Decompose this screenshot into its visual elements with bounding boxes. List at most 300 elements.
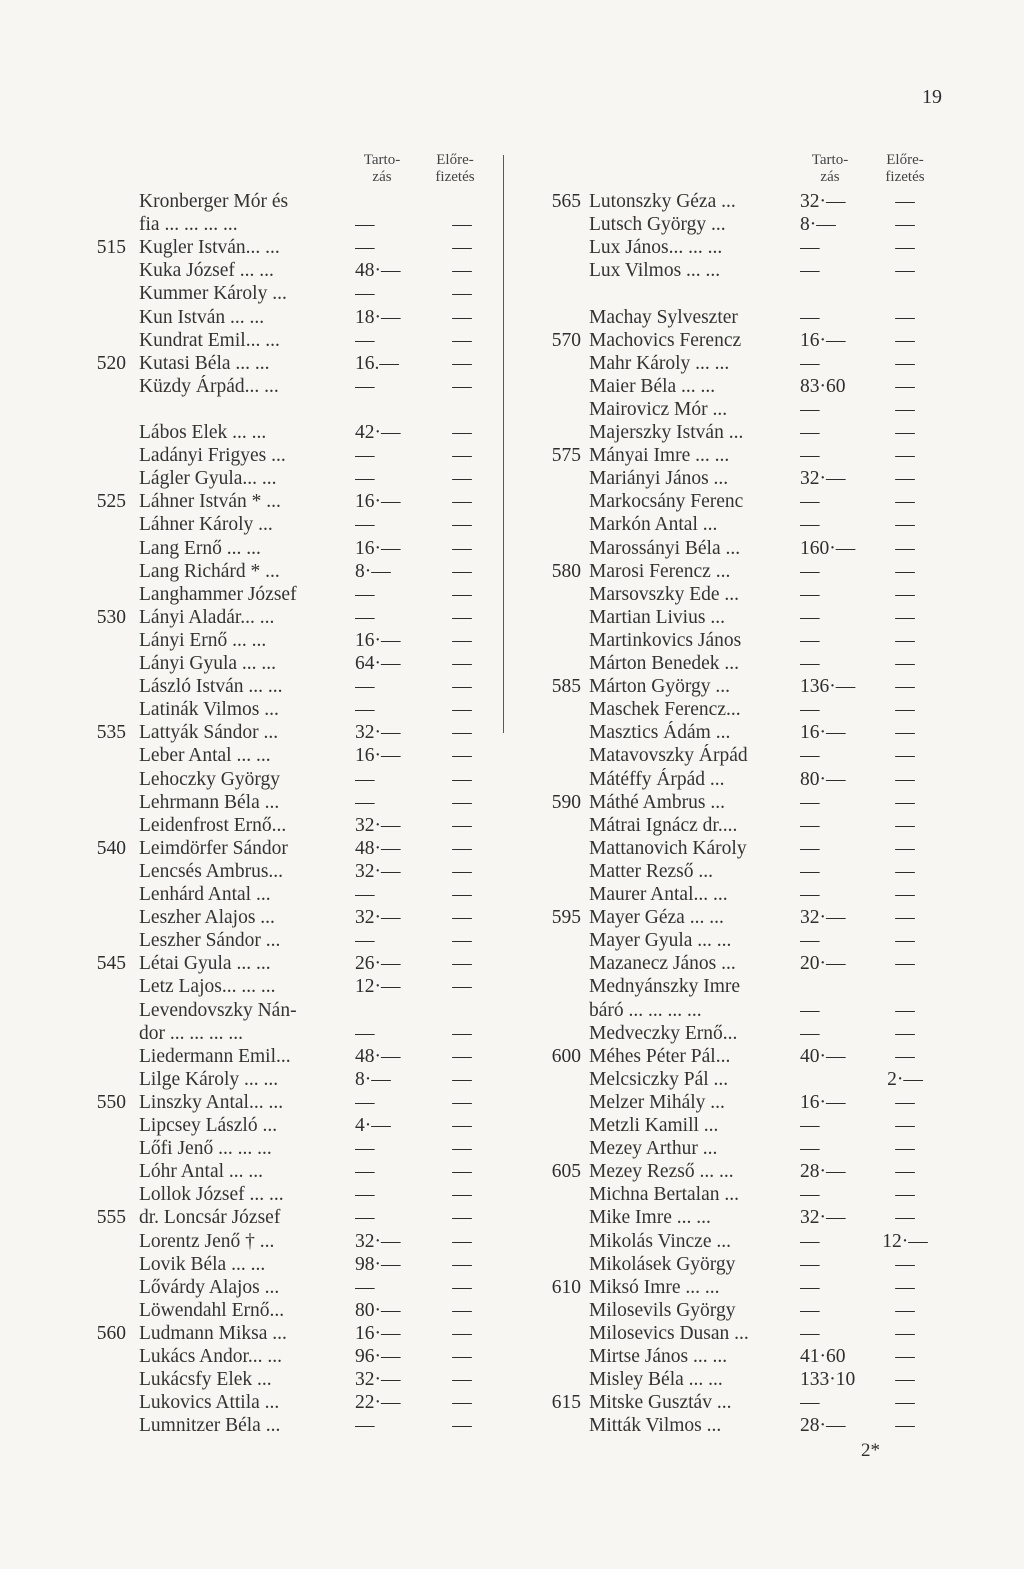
entry-name: Ludmann Miksa ... xyxy=(139,1322,287,1344)
list-item xyxy=(0,352,500,375)
entry-number: 610 xyxy=(551,1276,581,1298)
entry-elofizetes: — xyxy=(452,976,472,998)
entry-name: Mairovicz Mór ... xyxy=(589,398,728,420)
entry-elofizetes: — xyxy=(895,1392,915,1414)
entry-elofizetes: — xyxy=(895,999,915,1021)
entry-number: 550 xyxy=(96,1091,126,1113)
entry-elofizetes: — xyxy=(452,306,472,328)
entry-tartozas: 48·— xyxy=(355,837,401,859)
entry-name: Kuka József ... ... xyxy=(139,260,274,282)
entry-elofizetes: — xyxy=(452,1207,472,1229)
list-item xyxy=(0,1414,500,1437)
entry-elofizetes: — xyxy=(452,1161,472,1183)
entry-tartozas: — xyxy=(800,306,820,328)
list-item xyxy=(0,1206,500,1229)
entry-elofizetes: — xyxy=(895,629,915,651)
entry-name: Lipcsey László ... xyxy=(139,1115,278,1136)
entry-name: Leszher Alajos ... xyxy=(139,907,275,929)
entry-tartozas: 32·— xyxy=(800,468,846,490)
entry-tartozas: — xyxy=(800,514,820,536)
list-item xyxy=(0,1045,500,1068)
list-item xyxy=(500,306,1024,329)
entry-number: 580 xyxy=(551,560,581,582)
entry-name: Lang Richárd * ... xyxy=(139,560,280,582)
entry-tartozas: 16·— xyxy=(355,745,401,767)
entry-name: Leidenfrost Ernő... xyxy=(139,814,287,836)
entry-name: Matter Rezső ... xyxy=(589,860,714,882)
entry-elofizetes: — xyxy=(895,352,915,374)
entry-number: 600 xyxy=(551,1045,581,1067)
entry-name: Mezey Arthur ... xyxy=(589,1138,718,1160)
entry-tartozas: — xyxy=(800,837,820,859)
entry-tartozas: 32·— xyxy=(355,1369,401,1391)
entry-tartozas: 28·— xyxy=(800,1161,846,1183)
entry-elofizetes: — xyxy=(895,837,915,859)
list-item xyxy=(500,744,1024,767)
entry-tartozas: — xyxy=(800,791,820,813)
list-item xyxy=(0,513,500,536)
entry-name: Láhner Károly ... xyxy=(139,514,273,536)
list-item xyxy=(500,1322,1024,1345)
entry-tartozas: — xyxy=(355,445,375,467)
entry-name: fia ... ... ... ... xyxy=(139,214,238,236)
list-item xyxy=(0,999,500,1022)
entry-name: Márton Benedek ... xyxy=(589,653,740,674)
entry-tartozas: 133·10 xyxy=(800,1369,856,1391)
entry-name: Langhammer József xyxy=(139,583,297,605)
entry-name: Lővárdy Alajos ... xyxy=(139,1276,280,1298)
entry-tartozas: — xyxy=(355,699,375,721)
list-item xyxy=(0,814,500,837)
list-item xyxy=(0,282,500,305)
entry-name: Mattanovich Károly xyxy=(589,837,747,859)
entry-elofizetes: — xyxy=(452,930,472,952)
entry-tartozas: — xyxy=(800,699,820,721)
entry-name: Létai Gyula ... ... xyxy=(139,953,271,975)
entry-name: Marsovszky Ede ... xyxy=(589,583,740,605)
entry-tartozas: — xyxy=(800,1184,820,1206)
list-item xyxy=(500,606,1024,629)
list-item xyxy=(500,999,1024,1022)
list-item xyxy=(500,375,1024,398)
list-item xyxy=(500,975,1024,998)
entry-elofizetes: — xyxy=(895,422,915,443)
entry-name: Melcsiczky Pál ... xyxy=(589,1068,729,1090)
entry-elofizetes: — xyxy=(895,560,915,582)
entry-tartozas: — xyxy=(355,1138,375,1160)
entry-name: Linszky Antal... ... xyxy=(139,1091,284,1113)
list-item xyxy=(0,236,500,259)
entry-name: Lóhr Antal ... ... xyxy=(139,1161,264,1183)
entry-elofizetes: — xyxy=(895,514,915,536)
entry-name: Lehrmann Béla ... xyxy=(139,791,280,813)
entry-name: Lehoczky György xyxy=(139,768,280,790)
entry-elofizetes: — xyxy=(895,814,915,836)
entry-tartozas: 42·— xyxy=(355,422,401,443)
entry-name: Mariányi János ... xyxy=(589,468,729,490)
list-item xyxy=(500,629,1024,652)
entry-elofizetes: — xyxy=(895,1161,915,1183)
entry-number: 585 xyxy=(551,676,581,698)
list-item xyxy=(0,721,500,744)
entry-elofizetes: — xyxy=(452,1230,472,1252)
entry-name: Machovics Ferencz xyxy=(589,329,742,351)
list-item xyxy=(0,860,500,883)
entry-name: Marosi Ferencz ... xyxy=(589,560,731,582)
entry-number: 615 xyxy=(551,1392,581,1414)
entry-elofizetes: — xyxy=(452,1276,472,1298)
entry-elofizetes: — xyxy=(895,930,915,952)
list-item xyxy=(500,1137,1024,1160)
list-item xyxy=(0,467,500,490)
entry-tartozas: — xyxy=(800,260,820,282)
entry-name: Máthé Ambrus ... xyxy=(589,791,725,813)
entry-elofizetes: — xyxy=(452,1346,472,1367)
list-item xyxy=(500,1276,1024,1299)
entry-name: Mirtse János ... ... xyxy=(589,1346,728,1367)
list-item xyxy=(500,1206,1024,1229)
entry-tartozas: 41·60 xyxy=(800,1346,846,1367)
entry-name: Letz Lajos... ... ... xyxy=(139,976,276,998)
entry-name: Latinák Vilmos ... xyxy=(139,699,279,721)
list-item xyxy=(500,1368,1024,1391)
list-item xyxy=(0,1391,500,1414)
entry-tartozas: 16.— xyxy=(355,352,399,374)
entry-tartozas: 16·— xyxy=(355,491,401,513)
entry-elofizetes: — xyxy=(895,468,915,490)
entry-tartozas: — xyxy=(355,791,375,813)
entry-name: Lorentz Jenő † ... xyxy=(139,1230,275,1252)
entry-elofizetes: — xyxy=(452,237,472,259)
entry-elofizetes: — xyxy=(452,514,472,536)
list-item xyxy=(500,421,1024,444)
entry-name: Miksó Imre ... ... xyxy=(589,1276,720,1298)
list-item xyxy=(0,883,500,906)
list-item xyxy=(0,583,500,606)
list-item xyxy=(0,1068,500,1091)
page-number: 19 xyxy=(922,86,942,108)
entry-name: Lollok József ... ... xyxy=(139,1184,284,1206)
list-item xyxy=(0,837,500,860)
entry-name: Kutasi Béla ... ... xyxy=(139,352,270,374)
entry-name: Marossányi Béla ... xyxy=(589,537,741,559)
entry-elofizetes: — xyxy=(895,676,915,698)
entry-elofizetes: — xyxy=(895,699,915,721)
entry-name: Méhes Péter Pál... xyxy=(589,1045,731,1067)
entry-tartozas: 80·— xyxy=(355,1299,401,1321)
entry-elofizetes: — xyxy=(895,1253,915,1275)
entry-tartozas: 32·— xyxy=(355,722,401,744)
entry-tartozas: 16·— xyxy=(800,1091,846,1113)
entry-name: Lukácsfy Elek ... xyxy=(139,1369,272,1391)
entry-name: Löwendahl Ernő... xyxy=(139,1299,285,1321)
entry-name: Mátrai Ignácz dr.... xyxy=(589,814,738,836)
entry-name: Lumnitzer Béla ... xyxy=(139,1415,281,1437)
entry-name: Martinkovics János xyxy=(589,629,742,651)
entry-elofizetes: — xyxy=(452,884,472,905)
entry-elofizetes: — xyxy=(895,537,915,559)
entry-name: Majerszky István ... xyxy=(589,422,744,443)
entry-name: Mikolás Vincze ... xyxy=(589,1230,731,1252)
list-item xyxy=(500,929,1024,952)
list-item xyxy=(500,213,1024,236)
entry-elofizetes: — xyxy=(452,468,472,490)
entry-elofizetes: — xyxy=(452,1045,472,1067)
list-item xyxy=(500,906,1024,929)
entry-name: Lányi Aladár... ... xyxy=(139,606,275,628)
entry-name: dr. Loncsár József xyxy=(139,1207,281,1229)
entry-tartozas: — xyxy=(800,1322,820,1344)
entry-number: 525 xyxy=(96,491,126,513)
entry-elofizetes: — xyxy=(895,1207,915,1229)
footer-signature-mark: 2* xyxy=(861,1440,880,1461)
list-item xyxy=(500,560,1024,583)
entry-name: Levendovszky Nán- xyxy=(139,999,297,1021)
entry-name: Lukács Andor... ... xyxy=(139,1346,282,1367)
entry-name: Lencsés Ambrus... xyxy=(139,860,284,882)
entry-elofizetes: — xyxy=(452,653,472,674)
entry-elofizetes: — xyxy=(452,1253,472,1275)
entry-name: Markocsány Ferenc xyxy=(589,491,744,513)
entry-elofizetes: — xyxy=(452,583,472,605)
entry-tartozas: — xyxy=(800,930,820,952)
entry-tartozas: — xyxy=(800,629,820,651)
entry-name: Machay Sylveszter xyxy=(589,306,738,328)
entry-name: Mitták Vilmos ... xyxy=(589,1415,722,1437)
entry-tartozas: 32·— xyxy=(800,907,846,929)
list-item xyxy=(500,952,1024,975)
entry-name: Mányai Imre ... ... xyxy=(589,445,730,467)
entry-tartozas: — xyxy=(800,606,820,628)
entry-tartozas: — xyxy=(355,283,375,305)
entry-elofizetes: — xyxy=(895,653,915,674)
entry-tartozas: 48·— xyxy=(355,1045,401,1067)
list-item xyxy=(0,190,500,213)
entry-name: Lenhárd Antal ... xyxy=(139,884,271,905)
list-item xyxy=(500,352,1024,375)
entry-tartozas: — xyxy=(800,884,820,905)
entry-name: Lang Ernő ... ... xyxy=(139,537,261,559)
list-item xyxy=(500,1091,1024,1114)
list-item xyxy=(500,1391,1024,1414)
entry-number: 540 xyxy=(96,837,126,859)
entry-elofizetes: — xyxy=(895,237,915,259)
entry-name: Maurer Antal... ... xyxy=(589,884,728,905)
entry-name: Leber Antal ... ... xyxy=(139,745,271,767)
list-item xyxy=(500,1253,1024,1276)
list-item xyxy=(500,860,1024,883)
entry-number: 575 xyxy=(551,445,581,467)
entry-elofizetes: — xyxy=(895,375,915,397)
entry-elofizetes: — xyxy=(452,445,472,467)
list-item xyxy=(500,398,1024,421)
entry-name: Kummer Károly ... xyxy=(139,283,287,305)
entry-tartozas: 18·— xyxy=(355,306,401,328)
entry-elofizetes: — xyxy=(895,606,915,628)
list-item xyxy=(0,675,500,698)
right-header-tartozas: Tarto- zás xyxy=(811,152,849,185)
entry-tartozas: 40·— xyxy=(800,1045,846,1067)
entry-elofizetes: — xyxy=(452,375,472,397)
list-item xyxy=(500,190,1024,213)
entry-name: Lux Vilmos ... ... xyxy=(589,260,721,282)
entry-elofizetes: — xyxy=(452,1091,472,1113)
entry-name: Mayer Gyula ... ... xyxy=(589,930,732,952)
list-item xyxy=(500,791,1024,814)
entry-elofizetes: — xyxy=(452,837,472,859)
entry-tartozas: — xyxy=(355,1022,375,1044)
entry-elofizetes: — xyxy=(452,491,472,513)
entry-tartozas: — xyxy=(800,1022,820,1044)
entry-elofizetes: — xyxy=(452,537,472,559)
list-item xyxy=(500,513,1024,536)
entry-number: 595 xyxy=(551,907,581,929)
entry-elofizetes: — xyxy=(452,953,472,975)
entry-elofizetes: — xyxy=(452,606,472,628)
entry-tartozas: 48·— xyxy=(355,260,401,282)
entry-name: Márton György ... xyxy=(589,676,731,698)
entry-name: Kun István ... ... xyxy=(139,306,265,328)
entry-name: báró ... ... ... ... xyxy=(589,999,702,1021)
entry-tartozas: 32·— xyxy=(800,191,846,212)
list-item xyxy=(0,375,500,398)
list-item xyxy=(0,329,500,352)
entry-elofizetes: — xyxy=(452,745,472,767)
entry-elofizetes: — xyxy=(895,1138,915,1160)
entry-name: Lilge Károly ... ... xyxy=(139,1068,279,1090)
list-item xyxy=(0,1091,500,1114)
entry-elofizetes: — xyxy=(895,398,915,420)
entry-tartozas: — xyxy=(355,468,375,490)
entry-tartozas: — xyxy=(800,560,820,582)
list-item xyxy=(500,768,1024,791)
entry-tartozas: — xyxy=(800,1392,820,1414)
entry-tartozas: — xyxy=(355,329,375,351)
entry-elofizetes: — xyxy=(895,1045,915,1067)
left-header-tartozas: Tarto- zás xyxy=(363,152,401,185)
list-item xyxy=(0,1368,500,1391)
entry-tartozas: 16·— xyxy=(355,1322,401,1344)
entry-tartozas: — xyxy=(800,1230,820,1252)
list-item xyxy=(0,1299,500,1322)
entry-tartozas: — xyxy=(355,1207,375,1229)
list-item xyxy=(0,952,500,975)
list-item xyxy=(0,791,500,814)
entry-name: Metzli Kamill ... xyxy=(589,1115,719,1136)
entry-elofizetes: — xyxy=(895,306,915,328)
entry-name: Milosevics Dusan ... xyxy=(589,1322,749,1344)
entry-tartozas: — xyxy=(800,398,820,420)
entry-name: Leimdörfer Sándor xyxy=(139,837,288,859)
list-item xyxy=(0,537,500,560)
entry-number: 555 xyxy=(96,1207,126,1229)
entry-name: Kundrat Emil... ... xyxy=(139,329,280,351)
entry-name: Lattyák Sándor ... xyxy=(139,722,279,744)
list-item xyxy=(500,1345,1024,1368)
list-item xyxy=(500,1022,1024,1045)
list-item xyxy=(0,975,500,998)
entry-elofizetes: — xyxy=(895,1346,915,1367)
entry-tartozas: 28·— xyxy=(800,1415,846,1437)
entry-tartozas: — xyxy=(800,814,820,836)
entry-tartozas: — xyxy=(355,606,375,628)
entry-number: 560 xyxy=(96,1322,126,1344)
entry-elofizetes: — xyxy=(452,860,472,882)
list-item xyxy=(500,814,1024,837)
entry-number: 545 xyxy=(96,953,126,975)
list-item xyxy=(500,583,1024,606)
entry-elofizetes: — xyxy=(895,722,915,744)
list-item xyxy=(0,213,500,236)
entry-tartozas: 12·— xyxy=(355,976,401,998)
entry-tartozas: 32·— xyxy=(355,814,401,836)
entry-name: Lányi Ernő ... ... xyxy=(139,629,267,651)
entry-number: 570 xyxy=(551,329,581,351)
entry-elofizetes: — xyxy=(895,907,915,929)
entry-tartozas: 16·— xyxy=(355,537,401,559)
entry-elofizetes: — xyxy=(895,884,915,905)
list-item xyxy=(500,282,1024,305)
entry-elofizetes: — xyxy=(895,445,915,467)
entry-name: Masztics Ádám ... xyxy=(589,722,731,744)
entry-tartozas: — xyxy=(800,1253,820,1275)
entry-number: 530 xyxy=(96,606,126,628)
entry-elofizetes: — xyxy=(452,676,472,698)
entry-tartozas: — xyxy=(355,884,375,905)
entry-tartozas: — xyxy=(355,768,375,790)
entry-tartozas: 4·— xyxy=(355,1115,391,1136)
list-item xyxy=(500,1299,1024,1322)
entry-tartozas: 80·— xyxy=(800,768,846,790)
list-item xyxy=(500,490,1024,513)
entry-name: Lukovics Attila ... xyxy=(139,1392,280,1414)
entry-tartozas: — xyxy=(800,237,820,259)
entry-tartozas: 32·— xyxy=(355,860,401,882)
left-header-elofizetes: Előre- fizetés xyxy=(435,152,475,185)
entry-elofizetes: — xyxy=(452,699,472,721)
entry-tartozas: — xyxy=(800,1138,820,1160)
entry-elofizetes: — xyxy=(452,214,472,236)
entry-name: dor ... ... ... ... xyxy=(139,1022,243,1044)
list-item xyxy=(0,1183,500,1206)
entry-tartozas: — xyxy=(800,1299,820,1321)
entry-name: Melzer Mihály ... xyxy=(589,1091,725,1113)
entry-elofizetes: — xyxy=(452,1299,472,1321)
entry-tartozas: — xyxy=(800,653,820,674)
entry-number: 515 xyxy=(96,237,126,259)
entry-name: Mátéffy Árpád ... xyxy=(589,768,725,790)
list-item xyxy=(500,259,1024,282)
entry-tartozas: 8·— xyxy=(355,1068,391,1090)
right-header-elofizetes: Előre- fizetés xyxy=(885,152,925,185)
entry-elofizetes: — xyxy=(895,1322,915,1344)
entry-tartozas: — xyxy=(355,676,375,698)
entry-elofizetes: — xyxy=(895,1115,915,1136)
entry-elofizetes: — xyxy=(895,1091,915,1113)
entry-tartozas: 22·— xyxy=(355,1392,401,1414)
entry-tartozas: 32·— xyxy=(800,1207,846,1229)
entry-elofizetes: — xyxy=(452,422,472,443)
list-item xyxy=(0,306,500,329)
entry-elofizetes: — xyxy=(895,214,915,236)
entry-elofizetes: — xyxy=(895,953,915,975)
entry-name: Ladányi Frigyes ... xyxy=(139,445,286,467)
entry-elofizetes: — xyxy=(895,791,915,813)
list-item xyxy=(500,837,1024,860)
entry-elofizetes: — xyxy=(452,1022,472,1044)
entry-elofizetes: — xyxy=(452,1068,472,1090)
list-item xyxy=(500,1230,1024,1253)
